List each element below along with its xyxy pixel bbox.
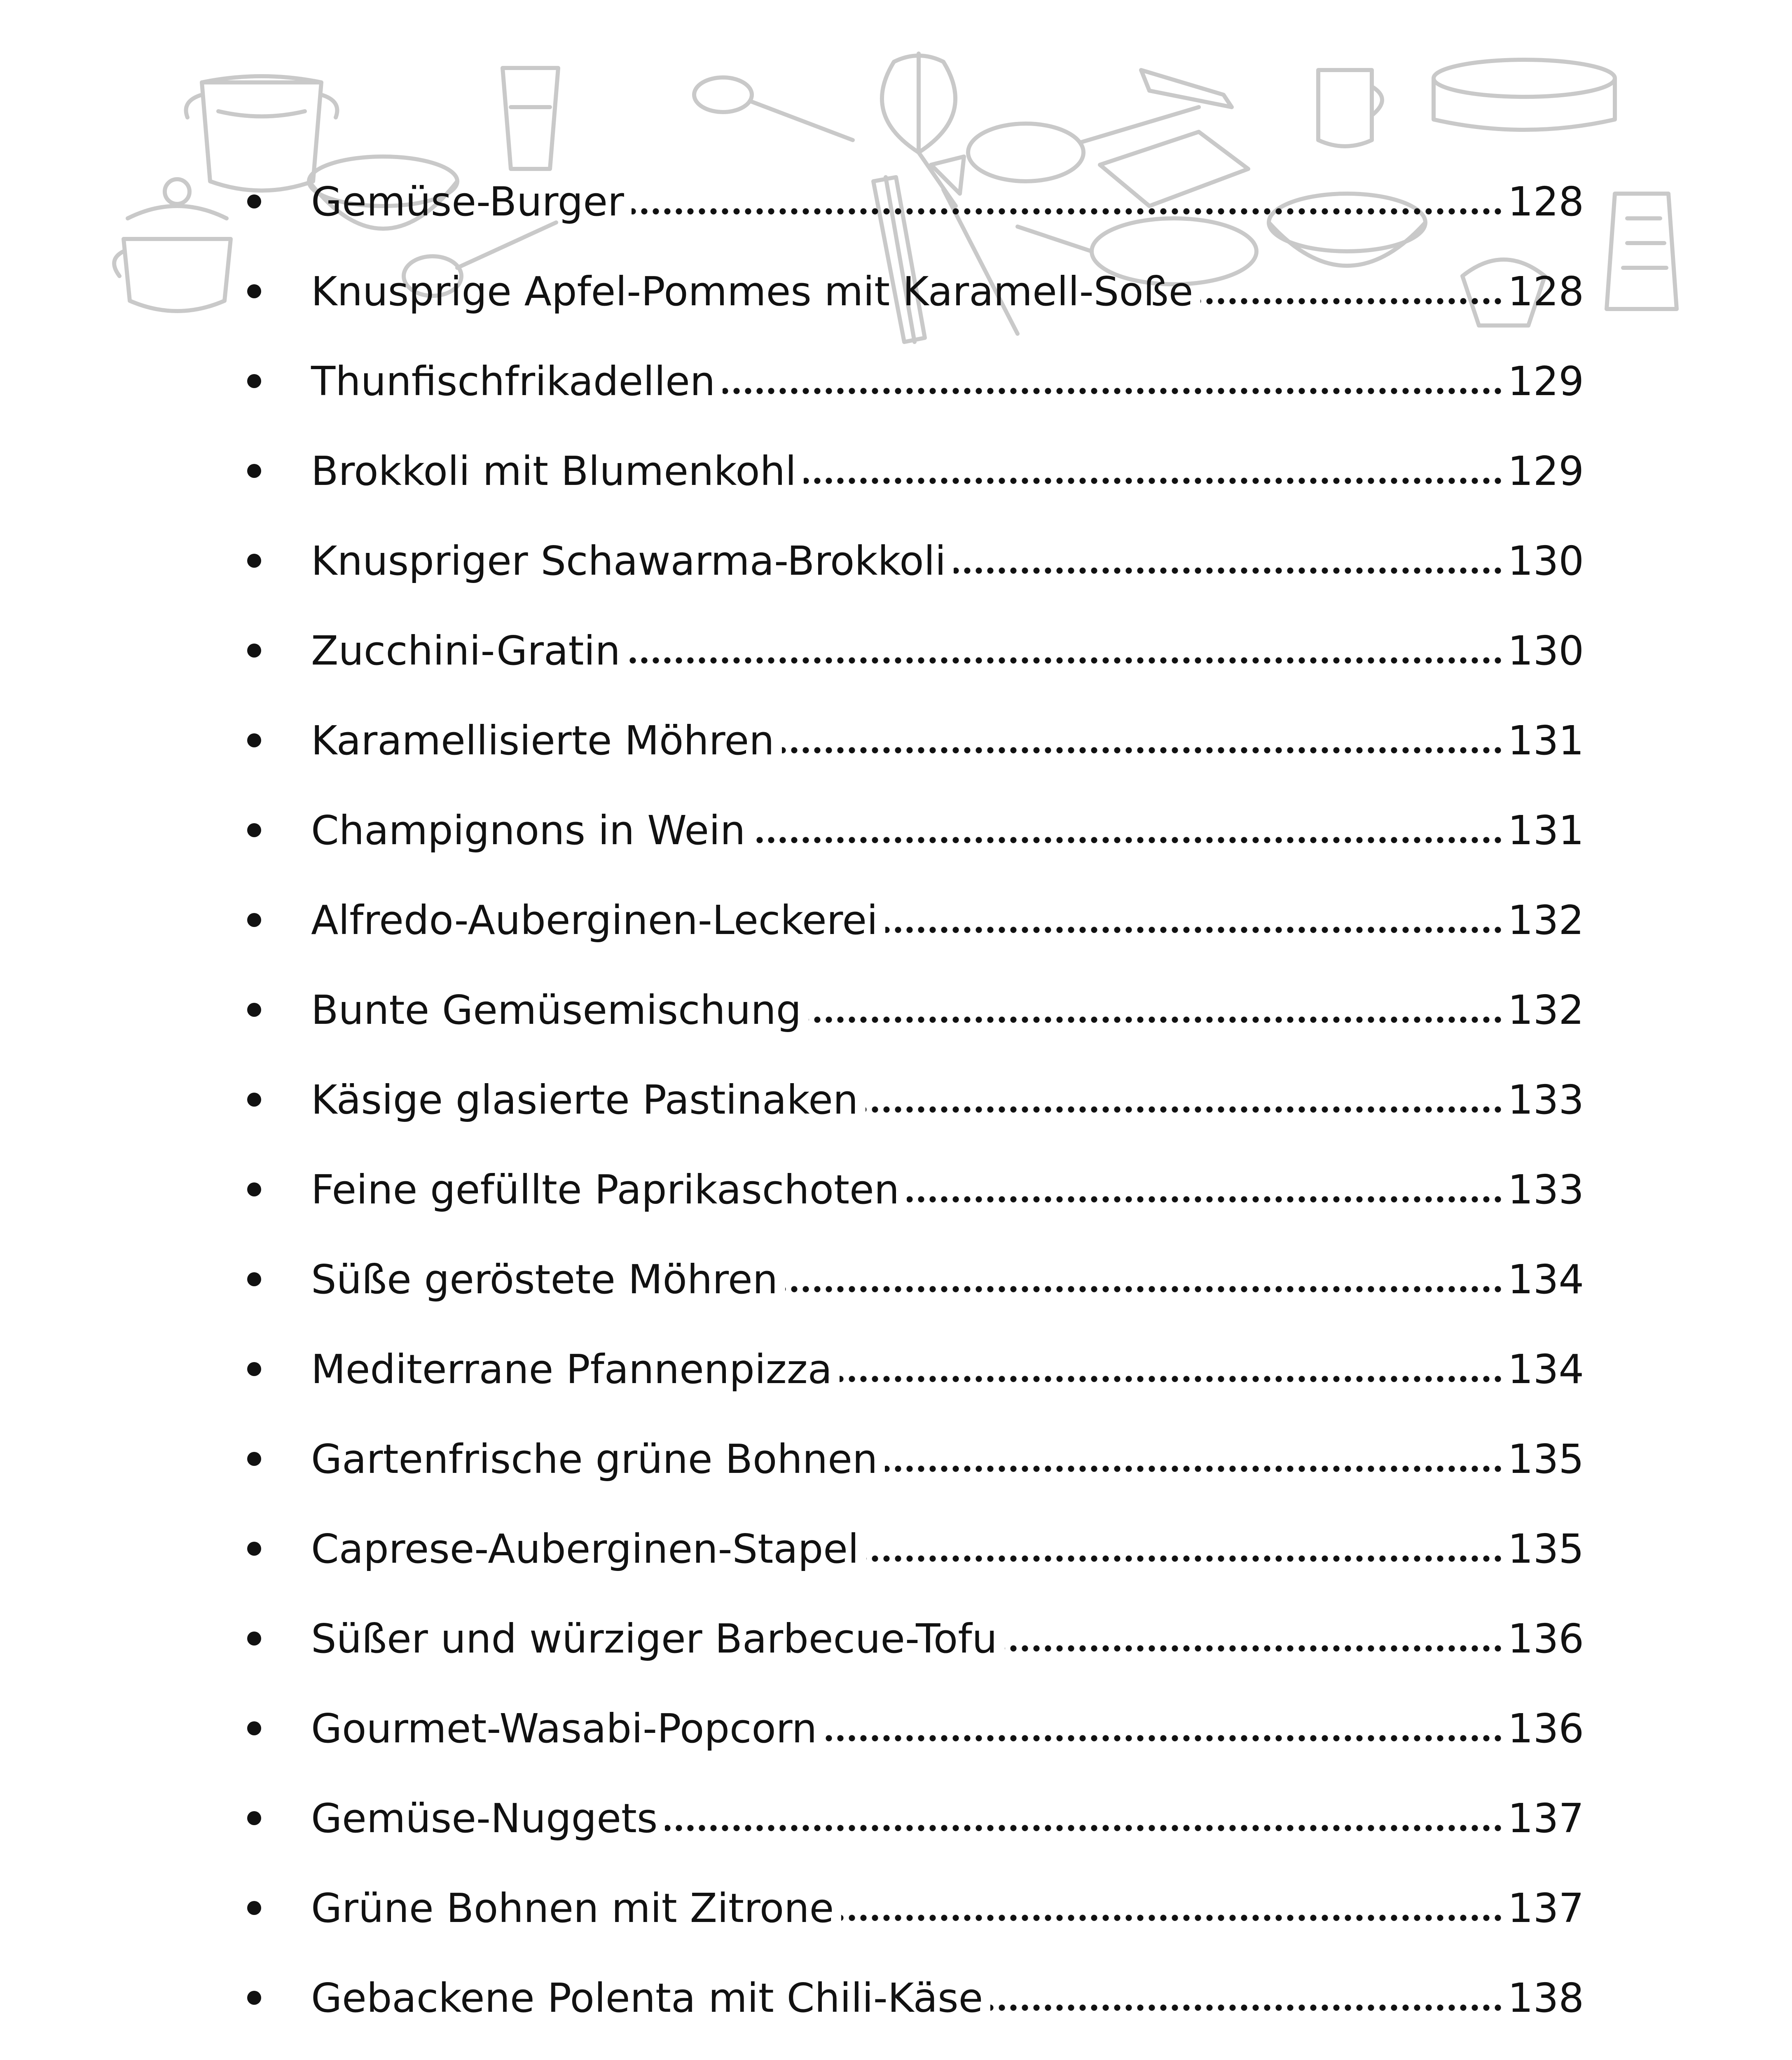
toc-entry-page: 128 <box>1508 268 1584 315</box>
dot-leader <box>990 2004 1504 2012</box>
toc-entry[interactable] <box>247 1877 1582 1939</box>
toc-entry-title: Thunfischfrikadellen <box>311 358 716 405</box>
toc-entry-title: Karamellisierte Möhren <box>311 717 774 764</box>
bullet-icon <box>247 1452 261 1466</box>
dot-leader <box>885 1465 1504 1473</box>
toc-entry-title: Gebackene Polenta mit Chili-Käse <box>311 1975 983 2021</box>
toc-entry[interactable] <box>247 620 1582 682</box>
toc-entry[interactable] <box>247 171 1582 233</box>
toc-entry-title: Feine gefüllte Paprikaschoten <box>311 1166 900 1213</box>
dot-leader <box>907 1195 1504 1203</box>
toc-entry-title: Brokkoli mit Blumenkohl <box>311 448 797 494</box>
bullet-icon <box>247 823 261 837</box>
dot-leader <box>782 746 1504 754</box>
toc-entry[interactable] <box>247 351 1582 412</box>
dot-leader <box>804 477 1504 485</box>
toc-entry-page: 130 <box>1508 538 1584 584</box>
toc-entry[interactable] <box>247 440 1582 502</box>
bullet-icon <box>247 644 261 658</box>
toc-entry-page: 132 <box>1508 897 1584 943</box>
bullet-icon <box>247 554 261 568</box>
toc-entry-page: 130 <box>1508 627 1584 674</box>
bullet-icon <box>247 1362 261 1376</box>
toc-entry-page: 135 <box>1508 1436 1584 1482</box>
dot-leader <box>824 1734 1504 1742</box>
toc-entry-title: Gemüse-Nuggets <box>311 1795 658 1842</box>
bullet-icon <box>247 374 261 388</box>
toc-entry-page: 135 <box>1508 1526 1584 1572</box>
toc-entry[interactable] <box>247 1069 1582 1131</box>
toc-entry-title <box>311 2057 680 2060</box>
toc-entry[interactable] <box>247 800 1582 861</box>
toc-entry-page: 133 <box>1508 1166 1584 1213</box>
toc-entry-page: 132 <box>1508 987 1584 1033</box>
toc-entry-page: 129 <box>1508 448 1584 494</box>
toc-entry-title: Mediterrane Pfannenpizza <box>311 1346 833 1393</box>
toc-entry[interactable] <box>247 2057 1582 2060</box>
dot-leader <box>954 566 1504 575</box>
dot-leader <box>809 1016 1504 1024</box>
dot-leader <box>723 387 1504 395</box>
toc-entry-page: 128 <box>1508 178 1584 225</box>
bullet-icon <box>247 194 261 208</box>
bullet-icon <box>247 1811 261 1825</box>
toc-entry[interactable] <box>247 710 1582 772</box>
bullet-icon <box>247 1991 261 2005</box>
bullet-icon <box>247 1721 261 1735</box>
toc-entry-page: 137 <box>1508 1885 1584 1931</box>
toc-entry-page: 134 <box>1508 1256 1584 1303</box>
toc-entry-page: 136 <box>1508 1615 1584 1662</box>
toc-entry[interactable] <box>247 1698 1582 1760</box>
bullet-icon <box>247 913 261 927</box>
dot-leader <box>866 1554 1504 1563</box>
bullet-icon <box>247 464 261 478</box>
bullet-icon <box>247 1093 261 1107</box>
toc-entry-title: Bunte Gemüsemischung <box>311 987 802 1033</box>
dot-leader <box>885 926 1504 934</box>
dot-leader <box>632 207 1504 215</box>
toc-entry-title: Alfredo-Auberginen-Leckerei <box>311 897 878 943</box>
toc-entry[interactable] <box>247 979 1582 1041</box>
toc-entry[interactable] <box>247 1608 1582 1670</box>
toc-entry[interactable] <box>247 1249 1582 1311</box>
toc-entry-page: 131 <box>1508 717 1584 764</box>
toc-entry[interactable] <box>247 1518 1582 1580</box>
toc-entry[interactable] <box>247 1339 1582 1400</box>
dot-leader <box>665 1824 1504 1832</box>
bullet-icon <box>247 733 261 747</box>
toc-entry-title: Caprese-Auberginen-Stapel <box>311 1526 859 1572</box>
dot-leader <box>1005 1644 1504 1653</box>
bullet-icon <box>247 284 261 298</box>
toc-entry[interactable] <box>247 530 1582 592</box>
bullet-icon <box>247 1542 261 1556</box>
dot-leader <box>628 656 1504 665</box>
bullet-icon <box>247 1272 261 1286</box>
bullet-icon <box>247 1003 261 1017</box>
toc-entry[interactable] <box>247 261 1582 323</box>
dot-leader <box>840 1375 1504 1383</box>
toc-entry-title: Knusprige Apfel-Pommes mit Karamell-Soße <box>311 268 1193 315</box>
toc-entry[interactable] <box>247 1788 1582 1849</box>
bullet-icon <box>247 1901 261 1915</box>
toc-entry-page: 129 <box>1508 358 1584 405</box>
dot-leader <box>1200 297 1504 305</box>
toc-entry-title: Käsige glasierte Pastinaken <box>311 1077 859 1123</box>
toc-entry-title: Süßer und würziger Barbecue-Tofu <box>311 1615 997 1662</box>
dot-leader <box>866 1105 1504 1114</box>
toc-entry-title: Gartenfrische grüne Bohnen <box>311 1436 878 1482</box>
dot-leader <box>753 836 1504 844</box>
toc-entry-title: Gemüse-Burger <box>311 178 624 225</box>
toc-entry-title: Zucchini-Gratin <box>311 627 620 674</box>
toc-entry-title: Süße geröstete Möhren <box>311 1256 778 1303</box>
toc-entry-title: Gourmet-Wasabi-Popcorn <box>311 1705 817 1752</box>
toc-entry-page: 131 <box>1508 807 1584 854</box>
toc-entry-title: Grüne Bohnen mit Zitrone <box>311 1885 834 1931</box>
toc-entry-page: 136 <box>1508 1705 1584 1752</box>
bullet-icon <box>247 1632 261 1646</box>
toc-entry[interactable] <box>247 1428 1582 1490</box>
toc-entry[interactable] <box>247 1159 1582 1221</box>
toc-entry[interactable] <box>247 890 1582 951</box>
toc-entry[interactable] <box>247 1967 1582 2029</box>
bullet-icon <box>247 1182 261 1196</box>
dot-leader <box>841 1914 1504 1922</box>
toc-entry-title: Knuspriger Schawarma-Brokkoli <box>311 538 946 584</box>
toc-entry-page: 138 <box>1508 1975 1584 2021</box>
toc-entry-page: 133 <box>1508 1077 1584 1123</box>
toc-entry-page: 137 <box>1508 1795 1584 1842</box>
dot-leader <box>785 1285 1504 1293</box>
toc-entry-page: 134 <box>1508 1346 1584 1393</box>
toc-entry-page <box>1508 2057 1582 2060</box>
toc-entry-title: Champignons in Wein <box>311 807 746 854</box>
